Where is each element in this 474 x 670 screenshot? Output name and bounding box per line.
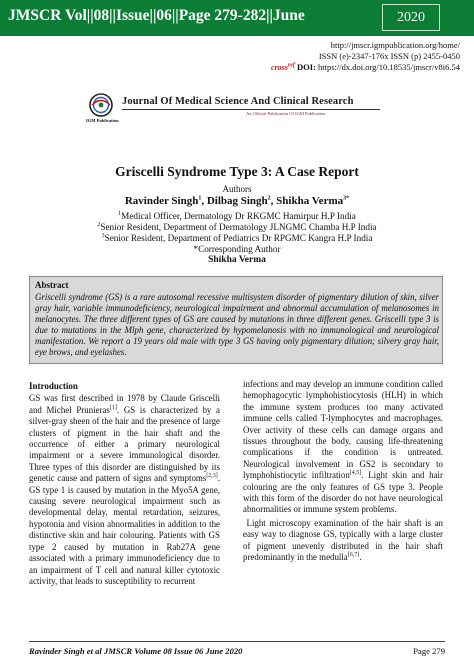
affiliation <box>0 222 474 233</box>
footer-divider <box>29 641 445 642</box>
abstract-text: Griscelli syndrome (GS) is a rare autosomal recessive multisystem disorder of pigmentary dilution of skin, silver gray hair, variable immunodeficiency, neurological impairment and abnormal accumulation of melanosomes in melanocytes. The three different types of GS are caused by mutations in three different genes. Griscelli type 3 is due to mutations in the Mlph gene, characterized by hypomelanosis with no immunological and neurological manifestation. We report a 19 years old male with type 3 GS having only pigmentary dilution; silvery gray hair, eye brows, and eyelashes. <box>35 292 439 357</box>
abstract-heading: Abstract <box>35 280 69 290</box>
journal-masthead <box>86 92 386 126</box>
body-text: GS was first described in 1978 by Claude Griscelli and Michel Prunieras <box>29 393 220 415</box>
corresponding-author-name: Shikha Verma <box>208 255 266 265</box>
author-list <box>0 195 474 207</box>
affiliation-marker: 2 <box>97 221 101 228</box>
body-text: Light microscopy examination of the hair shaft is an easy way to diagnose GS, typically with a large cluster of pigment unevenly distributed in the hair shaft predominantly in the medulla <box>243 517 443 563</box>
author-name: Shikha Verma <box>276 195 344 207</box>
banner-year-badge: 2020 <box>382 4 440 31</box>
body-text: . GS is characterized by a silver-gray sheen of the hair and the presence of large clusters of pigment in the hair shaft and the occurrence of either a primary neurological impairment or a severe immunological disorder. Three types of this disorder are distinguished by its genetic cause and pattern of signs and symptoms <box>29 404 220 484</box>
masthead-divider <box>122 109 380 110</box>
body-text: . Light skin and hair colouring are the only features of GS type 3. People with this form of the disorder do not have neurological abnormalities or immune system problems. <box>243 470 443 515</box>
publication-meta <box>160 40 460 73</box>
doi-link[interactable]: https://dx.doi.org/10.18535/jmscr/v8i6.54 <box>315 62 460 72</box>
author-name: Ravinder Singh <box>124 195 199 207</box>
publisher-label: IGM Publication <box>86 118 119 123</box>
crossref-ref: ref <box>287 62 295 69</box>
crossref-icon <box>271 63 295 72</box>
body-column-left <box>29 381 220 587</box>
footer-citation: Ravinder Singh et al JMSCR Volume 08 Issue 06 June 2020 <box>29 646 243 656</box>
author-affil-marker: 3* <box>343 195 350 202</box>
author-affil-marker: 1 <box>198 195 202 202</box>
corresponding-author-label: *Corresponding Author <box>193 244 281 254</box>
author-affil-marker: 2 <box>267 195 271 202</box>
citation-marker: [6,7] <box>347 552 360 559</box>
body-paragraph <box>243 518 443 564</box>
introduction-heading: Introduction <box>29 381 78 391</box>
citation-marker: [4,5] <box>349 470 362 477</box>
journal-title: Journal Of Medical Science And Clinical Research <box>122 96 354 107</box>
abstract-box <box>29 276 443 364</box>
journal-url[interactable]: http://jmscr.igmpublication.org/home/ <box>330 40 460 50</box>
body-text: . <box>359 552 362 563</box>
authors-label: Authors <box>222 184 252 194</box>
affiliation-text: Senior Resident, Department of Pediatrics Dr RPGMC Kangra H.P India <box>104 233 373 243</box>
doi-label: DOI: <box>296 62 316 72</box>
affiliation <box>0 211 474 222</box>
body-column-right <box>243 379 443 564</box>
affiliation-marker: 3 <box>101 232 105 239</box>
issn-line: ISSN (e)-2347-176x ISSN (p) 2455-0450 <box>318 51 460 61</box>
affiliation <box>0 233 474 244</box>
body-text: . GS type 1 is caused by mutation in the Myo5A gene, causing severe neurological impairment such as developmental delay, mental retardation, seizures, hypotonia and vision abnormalities in addition to the distinctive skin and hair colouring. Patients with GS type 2 caused by mutation in Rab27A gene associated with a primary immunodeficiency due to an impairment of T cell and natural killer cytotoxic activity, that leads to susceptibility to recurrent <box>29 473 220 586</box>
citation-marker: [1] <box>109 404 117 411</box>
crossref-brand: cross <box>270 63 288 72</box>
journal-tagline: An Official Publication Of IGM Publication <box>246 111 326 116</box>
doi-line <box>160 62 460 73</box>
affiliation-marker: 1 <box>118 210 122 217</box>
citation-marker: [2,3] <box>206 473 218 480</box>
paper-title: Griscelli Syndrome Type 3: A Case Report <box>115 164 359 179</box>
banner-journal-line: JMSCR Vol||08||Issue||06||Page 279-282||June <box>8 7 305 24</box>
journal-banner <box>0 0 474 36</box>
body-text: infections and may develop an immune condition called hemophagocytic lymphohistiocytosis (HLH) in which the immune system produces too many activated immune cells called T-lymphocytes and macrophages. Over activity of these cells can damage organs and tissues throughout the body, causing life-threatening complications if the condition is untreated. Neurological involvement in GS2 is secondary to lymphohistiocytic infiltration <box>243 379 443 481</box>
body-paragraph <box>29 393 220 587</box>
affiliation-text: Senior Resident, Department of Dermatology JLNGMC Chamba H.P India <box>100 222 377 232</box>
page-number: Page 279 <box>413 646 445 656</box>
body-paragraph <box>243 379 443 516</box>
affiliation-text: Medical Officer, Dermatology Dr RKGMC Hamirpur H.P India <box>121 211 356 221</box>
author-separator: , <box>270 195 277 207</box>
author-name: Dilbag Singh <box>206 195 268 207</box>
author-separator: , <box>201 195 207 207</box>
